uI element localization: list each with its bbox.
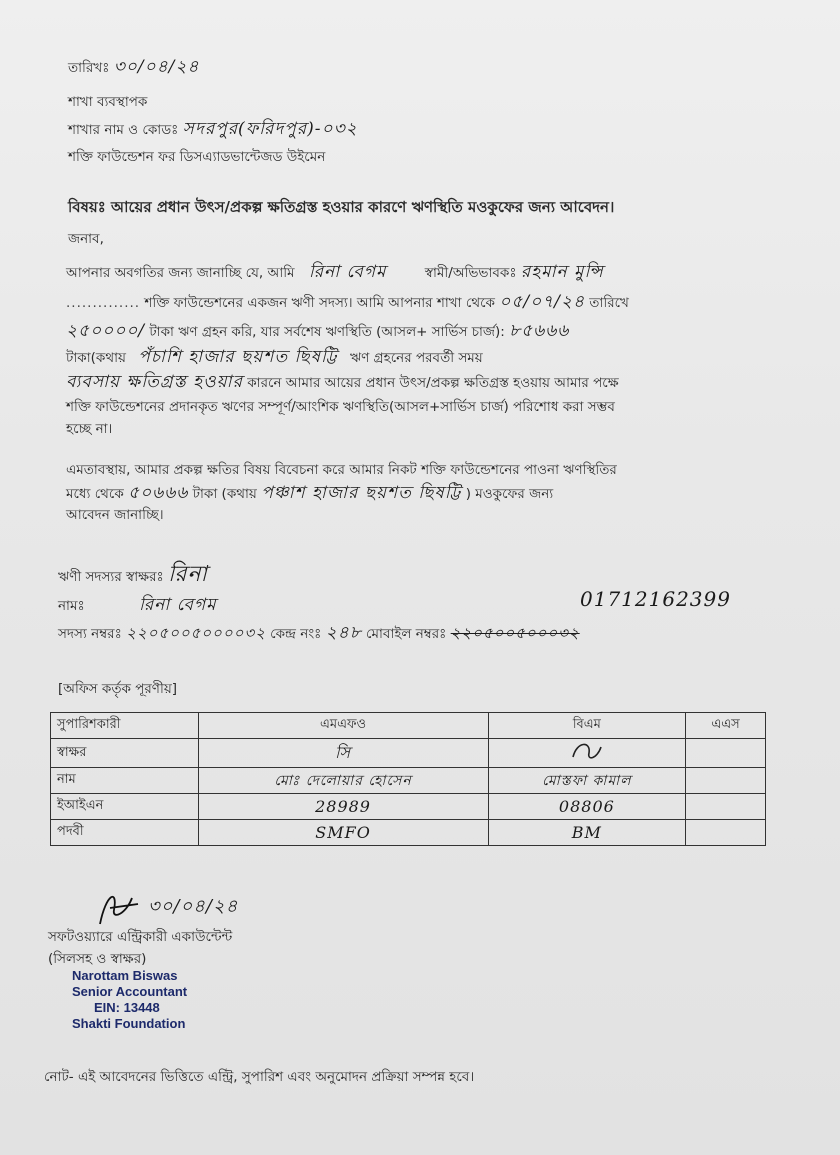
member-name-line — [58, 596, 217, 615]
seal-note: (সিলসহ ও স্বাক্ষর) — [48, 951, 147, 967]
applicant-name: রিনা বেগম — [308, 262, 387, 282]
body-text: টাকা (কথায় — [192, 486, 257, 502]
table-row — [51, 820, 766, 846]
cell — [686, 768, 766, 794]
stamp-title: Senior Accountant — [72, 984, 188, 999]
member-number-label: সদস্য নম্বরঃ — [58, 626, 122, 642]
body-line-8: এমতাবস্থায়, আমার প্রকল্প ক্ষতির বিষয় বিবেচনা করে আমার নিকট শক্তি ফাউন্ডেশনের পাওনা ঋণস্থিতির — [66, 462, 617, 478]
header-cell: বিএম — [488, 713, 686, 739]
organization-name: শক্তি ফাউন্ডেশন ফর ডিসএ্যাডভান্টেজড উইমেন — [68, 149, 326, 165]
body-text: ) মওকুফের জন্য — [465, 486, 554, 502]
cell: সি — [198, 739, 488, 768]
body-text: মধ্যে থেকে — [66, 486, 124, 502]
body-text: শক্তি ফাউন্ডেশনের একজন ঋণী সদস্য। আমি আপনার শাখা থেকে — [144, 295, 495, 311]
dot-leader: .............. — [66, 295, 141, 311]
body-text: আপনার অবগতির জন্য জানাচ্ছি যে, আমি — [66, 265, 295, 281]
cell — [686, 794, 766, 820]
branch-value: সদরপুর(ফরিদপুর)-০৩২ — [182, 119, 358, 139]
accountant-sign-date: ৩০/০৪/২৪ — [148, 896, 239, 917]
body-line-9 — [66, 484, 553, 503]
stamp-ein: EIN: 13448 — [94, 1000, 160, 1015]
loan-balance: ৮৫৬৬৬ — [509, 321, 570, 341]
body-text: ঋণ গ্রহনের পরবর্তী সময় — [349, 350, 483, 366]
body-text: টাকা ঋণ গ্রহন করি, যার সর্বশেষ ঋণস্থিতি (আসল+ সার্ভিস চার্জ): — [149, 324, 505, 340]
mobile-label: মোবাইল নম্বরঃ — [366, 626, 447, 642]
cell: মোঃ দেলোয়ার হোসেন — [198, 768, 488, 794]
center-label: কেন্দ্র নংঃ — [270, 626, 322, 642]
salutation: জনাব, — [68, 231, 104, 247]
guardian-label: স্বামী/অভিভাবকঃ — [424, 265, 517, 281]
table-header-row — [51, 713, 766, 739]
bm-signature-scribble — [567, 739, 607, 763]
date-label: তারিখঃ — [68, 60, 110, 76]
waiver-amount: ৫০৬৬৬ — [128, 483, 189, 503]
mobile-number: 01712162399 — [580, 587, 731, 611]
recommendation-table — [50, 712, 766, 846]
body-line-5 — [66, 373, 619, 392]
body-line-4 — [66, 348, 483, 367]
member-number: ২২০৫০০৫০০০০৩২ — [126, 624, 266, 642]
loan-date: ০৫/০৭/২৪ — [499, 292, 585, 312]
body-line-10: আবেদন জানাচ্ছি। — [66, 507, 164, 523]
member-name: রিনা বেগম — [138, 595, 217, 615]
row-label: নাম — [51, 768, 199, 794]
date-line — [68, 58, 199, 77]
office-heading: [অফিস কর্তৃক পূরণীয়] — [58, 681, 178, 697]
body-line-1 — [66, 263, 604, 282]
member-id-line — [58, 624, 580, 643]
recipient: শাখা ব্যবস্থাপক — [68, 94, 148, 110]
balance-in-words: পঁচাশি হাজার ছয়শত ছিষট্টি — [138, 347, 338, 367]
member-signature-line — [58, 562, 208, 587]
body-line-7: হচ্ছে না। — [66, 421, 113, 437]
body-line-3 — [66, 322, 569, 341]
footer-note: নোট- এই আবেদনের ভিত্তিতে এন্ট্রি, সুপারিশ এবং অনুমোদন প্রক্রিয়া সম্পন্ন হবে। — [44, 1069, 475, 1085]
cell — [686, 739, 766, 768]
header-cell: এমএফও — [198, 713, 488, 739]
struck-mobile-entry: ২২০৫০০৫০০০৩২ — [450, 624, 580, 642]
guardian-name: রহমান মুন্সি — [520, 262, 604, 282]
accountant-stamp — [72, 968, 187, 1032]
header-cell: এএস — [686, 713, 766, 739]
accountant-label: সফটওয়্যারে এন্ট্রিকারী একাউন্টেন্ট — [48, 929, 233, 945]
signature-label: ঋণী সদস্যর স্বাক্ষরঃ — [58, 569, 164, 585]
body-text: কারনে আমার আয়ের প্রধান উৎস/প্রকল্প ক্ষতিগ্রস্ত হওয়ায় আমার পক্ষে — [247, 375, 619, 391]
cell: 28989 — [198, 794, 488, 820]
table-row — [51, 739, 766, 768]
row-label: স্বাক্ষর — [51, 739, 199, 768]
name-label: নামঃ — [58, 598, 85, 614]
cell: 08806 — [488, 794, 686, 820]
loss-reason: ব্যবসায় ক্ষতিগ্রস্ত হওয়ার — [66, 372, 243, 392]
center-number: ২৪৮ — [325, 623, 362, 643]
stamp-org: Shakti Foundation — [72, 1016, 186, 1031]
cell: BM — [488, 820, 686, 846]
body-text: তারিখে — [589, 295, 629, 311]
table-row — [51, 794, 766, 820]
cell: SMFO — [198, 820, 488, 846]
cell: মোস্তফা কামাল — [488, 768, 686, 794]
body-line-2 — [66, 293, 629, 312]
stamp-name: Narottam Biswas — [72, 968, 178, 983]
row-label: ইআইএন — [51, 794, 199, 820]
header-cell: সুপারিশকারী — [51, 713, 199, 739]
loan-amount: ২৫০০০০/ — [66, 321, 146, 341]
cell — [686, 820, 766, 846]
table-row — [51, 768, 766, 794]
bm-signature-cell — [488, 739, 686, 768]
body-line-6: শক্তি ফাউন্ডেশনের প্রদানকৃত ঋণের সম্পূর্ণ/আংশিক ঋণস্থিতি(আসল+সার্ভিস চার্জ) পরিশোধ করা সম্ভব — [66, 399, 615, 415]
date-value: ৩০/০৪/২৪ — [113, 57, 200, 77]
subject-line: বিষয়ঃ আয়ের প্রধান উৎস/প্রকল্প ক্ষতিগ্রস্ত হওয়ার কারণে ঋণস্থিতি মওকুফের জন্য আবেদন। — [68, 198, 615, 216]
row-label: পদবী — [51, 820, 199, 846]
branch-label: শাখার নাম ও কোডঃ — [68, 122, 179, 138]
branch-line — [68, 120, 358, 139]
waiver-in-words: পঞ্চাশ হাজার ছয়শত ছিষট্টি — [261, 483, 462, 503]
member-signature: রিনা — [168, 562, 208, 587]
body-text: টাকা(কথায় — [66, 350, 126, 366]
